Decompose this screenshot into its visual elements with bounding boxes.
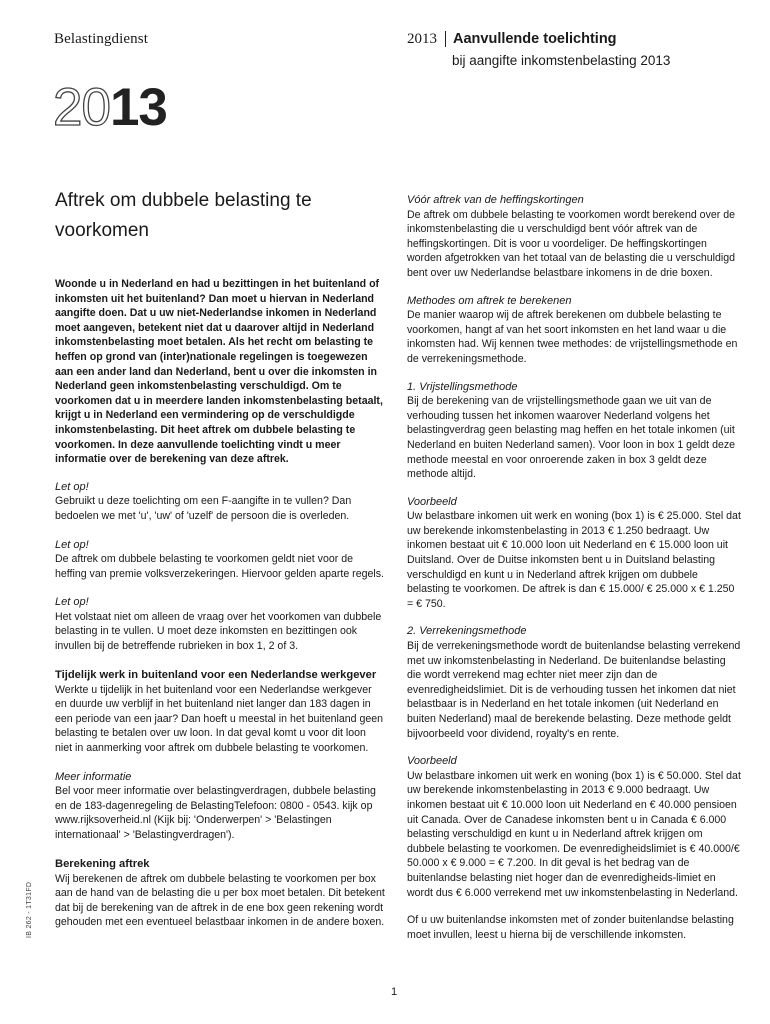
section-title: Methodes om aftrek te berekenen — [407, 294, 572, 307]
section-text: Uw belastbare inkomen uit werk en woning (box 1) is € 50.000. Stel dat uw berekende inkomstenbelasting in 2013 € 9.000 bedraagt. Uw inkomen bestaat uit € 10.000 loon uit Nederland en € 40.000 pensioen uit Canada. Over de Canadese inkomsten bent u in Canada € 6.000 belasting verschuldigd en kunt u in Nederland aftrek krijgen om dubbele belasting te voorkomen. De evenredigheidslimiet is € 40.000/€ 50.000 x € 9.000 = € 7.200. In dit geval is het bedrag van de buitenlandse belasting niet hoger dan de evenredigheids-limiet en wordt dus € 6.000 verrekend met uw inkomstenbelasting in Nederland. — [407, 769, 741, 899]
section-title: Vóór aftrek van de heffingskortingen — [407, 194, 584, 206]
big-year-graphic — [53, 78, 167, 138]
left-column — [55, 186, 385, 944]
form-code-text: IB 262 - 1T31FD — [26, 881, 33, 938]
header-subtitle: bij aangifte inkomstenbelasting 2013 — [452, 53, 671, 68]
note-text: Gebruikt u deze toelichting om een F-aangifte in te vullen? Dan bedoelen we met 'u', 'uw' of 'uzelf' de persoon die is overleden. — [55, 495, 352, 522]
section-temporary-work — [55, 668, 385, 756]
note-title: Let op! — [55, 480, 89, 493]
section-title: Meer informatie — [55, 770, 132, 783]
header-title: Aanvullende toelichting — [453, 31, 617, 47]
form-code — [26, 882, 33, 938]
section-title: 1. Vrijstellingsmethode — [407, 380, 518, 393]
note-block — [55, 538, 385, 582]
header-year: 2013 — [407, 31, 446, 47]
brand-logo: Belastingdienst — [54, 31, 148, 47]
big-year-solid: 13 — [109, 78, 167, 137]
section-text: Uw belastbare inkomen uit werk en woning (box 1) is € 25.000. Stel dat uw berekende inkomstenbelasting in 2013 € 1.250 bedraagt. Uw inkomen bestaat uit € 10.000 loon uit Nederland en € 15.000 loon uit Duitsland. Over de Duitse inkomsten bent u in Duitsland belasting verschuldigd en kunt u in Nederland aftrek krijgen om dubbele belasting te voorkomen. De aftrek is dan € 15.000/ € 25.000 x € 1.250 = € 750. — [407, 510, 741, 610]
right-column — [407, 193, 742, 942]
note-block — [55, 480, 385, 524]
section-credit-method — [407, 624, 742, 741]
big-year-outline: 20 — [53, 78, 110, 137]
section-closing — [407, 913, 742, 942]
main-title: Aftrek om dubbele belasting te voorkomen — [55, 190, 312, 241]
section-text: Werkte u tijdelijk in het buitenland voor een Nederlandse werkgever en duurde uw verblijf in het buitenland niet langer dan 183 dagen in een periode van een jaar? Dan hoeft u meestal in het buitenland geen belasting te betalen over uw loon. In dat geval komt u voor dit loon niet in aanmerking voor aftrek om dubbele belasting te voorkomen. — [55, 683, 384, 755]
section-text: De aftrek om dubbele belasting te voorkomen wordt berekend over de inkomstenbelasting die u verschuldigd bent vóór aftrek van de heffingskortingen. Dit is voor u voordeliger. De heffingskortingen worden afgetrokken van het totaal van de belasting die u verschuldigd bent over uw Nederlandse belastbare inkomens in de drie boxen. — [407, 208, 736, 279]
section-title: 2. Verrekeningsmethode — [407, 625, 527, 638]
section-calculation — [55, 857, 385, 930]
section-title: Berekening aftrek — [55, 857, 150, 870]
note-title: Let op! — [55, 538, 89, 551]
section-before-credits — [407, 193, 742, 281]
section-methods — [407, 294, 742, 367]
section-exemption-method — [407, 380, 742, 482]
section-title: Voorbeeld — [407, 495, 457, 508]
section-text: De manier waarop wij de aftrek berekenen om dubbele belasting te voorkomen, hangt af van het soort inkomsten en het land waar u die inkomsten had. Wij kennen twee methodes: de vrijstellingsmethode en de verrekeningsmethode. — [407, 309, 738, 365]
note-block — [55, 595, 385, 653]
document-header — [407, 31, 747, 68]
section-example-1 — [407, 495, 742, 612]
note-title: Let op! — [55, 596, 89, 609]
section-text: Bij de berekening van de vrijstellingsmethode gaan we uit van de verhouding tussen het inkomen waarover Nederland volgens het belastingverdrag geen belasting mag heffen en het totale inkomen (uit Nederland en buiten Nederland samen). Voor loon in box 1 geldt deze methode meestal en voor onroerende zaken in box 3 geldt deze methode altijd. — [407, 395, 736, 481]
section-text: Wij berekenen de aftrek om dubbele belasting te voorkomen per box aan de hand van de belasting die u per box moet betalen. Dit betekent dat bij de berekening van de aftrek in de ene box geen rekening wordt gehouden met een eventueel belastbaar inkomen in de andere boxen. — [55, 872, 385, 929]
section-text: Bel voor meer informatie over belastingverdragen, dubbele belasting en de 183-dagenregeling de BelastingTelefoon: 0800 - 0543. kijk op www.rijksoverheid.nl (Kijk bij: 'Onderwerpen' > 'Belastingen internationaal' > 'Belastingverdragen'). — [55, 785, 376, 841]
section-more-info — [55, 770, 385, 843]
section-example-2 — [407, 754, 742, 900]
intro-paragraph: Woonde u in Nederland en had u bezittingen in het buitenland of inkomsten uit het buitenland? Dan moet u hiervan in Nederland aangifte doen. Dat u uw niet-Nederlandse inkomen in Nederland moet aangeven, betekent niet dat u daarover altijd in Nederland inkomstenbelasting moet betalen. Als het recht om belasting te heffen op grond van (inter)nationale regelingen is toegewezen aan een ander land dan Nederland, bent u over die inkomsten in Nederland geen inkomstenbelasting verschuldigd. Om te voorkomen dat u in meerdere landen inkomstenbelasting betaalt, krijgt u in Nederland een vermindering op de verschuldigde inkomstenbelasting. Dit heet aftrek om dubbele belasting te voorkomen. In deze aanvullende toelichting vindt u meer informatie over de berekening van deze aftrek. — [55, 278, 383, 466]
closing-text: Of u uw buitenlandse inkomsten met of zonder buitenlandse belasting moet invullen, leest u hierna bij de verschillende inkomsten. — [407, 914, 734, 941]
page-number: 1 — [391, 986, 398, 998]
section-text: Bij de verrekeningsmethode wordt de buitenlandse belasting verrekend met uw inkomstenbelasting in Nederland. De buitenlandse belasting die wordt verrekend mag echter niet meer zijn dan de evenredigheidslimiet. Dit is de verhouding tussen het inkomen dat niet belastbaar is in Nederland en het totale inkomen (uit Nederland en buiten Nederland) maal de berekende belasting. Deze methode geldt bijvoorbeeld voor dividend, royalty's en rente. — [407, 640, 741, 740]
note-text: De aftrek om dubbele belasting te voorkomen geldt niet voor de heffing van premie volksverzekeringen. Hiervoor gelden aparte regels. — [55, 553, 384, 580]
note-text: Het volstaat niet om alleen de vraag over het voorkomen van dubbele belasting in te vullen. U moet deze inkomsten en bezittingen ook invullen bij de betreffende rubrieken in box 1, 2 of 3. — [55, 610, 382, 653]
section-title: Voorbeeld — [407, 755, 457, 768]
section-title: Tijdelijk werk in buitenland voor een Nederlandse werkgever — [55, 668, 377, 681]
